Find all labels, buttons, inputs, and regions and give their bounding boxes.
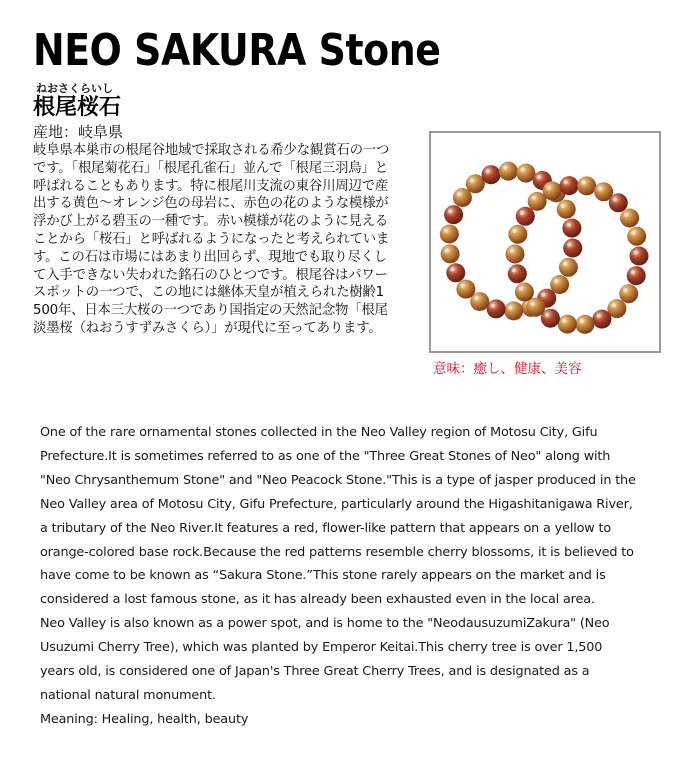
bead: [499, 162, 518, 181]
bead-highlight: [444, 229, 448, 233]
bead-highlight: [581, 180, 585, 184]
bead-highlight: [470, 178, 474, 182]
bracelet-photo-icon: [431, 133, 659, 351]
bead: [627, 227, 646, 246]
bead-highlight: [567, 223, 571, 227]
bead-highlight: [562, 319, 566, 323]
bead: [440, 225, 459, 244]
bead: [516, 207, 535, 226]
bead-highlight: [450, 267, 454, 271]
bead-highlight: [564, 180, 568, 184]
bead-highlight: [631, 270, 635, 274]
bead: [575, 315, 594, 334]
bead: [441, 244, 460, 263]
bead-highlight: [486, 169, 490, 173]
bead-highlight: [510, 249, 514, 253]
bead-highlight: [508, 306, 512, 310]
bead: [482, 165, 501, 184]
bead: [506, 245, 525, 264]
bead: [620, 209, 639, 228]
bead-highlight: [613, 197, 617, 201]
bead-highlight: [512, 268, 516, 272]
bead-highlight: [521, 168, 525, 172]
bead-highlight: [612, 303, 616, 307]
english-meaning: Meaning: Healing, health, beauty: [40, 711, 249, 727]
bead-highlight: [445, 249, 449, 253]
bead: [559, 258, 578, 277]
bead: [558, 315, 577, 334]
bead-highlight: [623, 288, 627, 292]
bead-highlight: [634, 251, 638, 255]
bead: [560, 176, 579, 195]
bead-highlight: [567, 243, 571, 247]
bead-highlight: [532, 196, 536, 200]
bead: [563, 239, 582, 258]
bead: [630, 247, 649, 266]
bead: [619, 284, 638, 303]
bead-highlight: [461, 284, 465, 288]
bead-highlight: [537, 175, 541, 179]
japanese-description: 岐阜県本巣市の根尾谷地域で採取される希少な観賞石の一つです。「根尾菊花石」「根尾孔雀石」並んで「根尾三羽烏」と呼ばれることもあります。特に根尾川支流の東谷川周辺で産出する黄色〜オレンジ色の母岩に、赤色の花のような模様が浮かび上がる碧玉の一種です。赤い模様が花のように見えることから「桜石」と呼ばれるようになったと考えられています。この石は市場にはあまり出回らず、現地でも取り尽くして入手できない失われた銘石のひとつです。根尾谷はパワースポットの一つで、この地には継体天皇が植えられた樹齢1500年、日本三大桜の一つであり国指定の天然記念物「根尾淡墨桜（ねおうすずみさくら）」が現代に至ってあります。: [33, 143, 390, 336]
bead: [557, 200, 576, 219]
bead-highlight: [474, 296, 478, 300]
bead: [577, 176, 596, 195]
bead: [508, 225, 527, 244]
bead: [526, 298, 545, 317]
bead-highlight: [530, 302, 534, 306]
product-photo: [429, 131, 661, 353]
bead: [446, 263, 465, 282]
name-reading: ねおさくらいし: [36, 82, 113, 95]
bead: [508, 264, 527, 283]
bead: [627, 266, 646, 285]
bead: [516, 164, 535, 183]
bead-highlight: [491, 304, 495, 308]
bead-highlight: [448, 209, 452, 213]
bead-highlight: [597, 314, 601, 318]
english-description: [40, 421, 640, 732]
bead-highlight: [554, 279, 558, 283]
bead-highlight: [624, 213, 628, 217]
stone-name-kanji: 根尾桜石: [33, 95, 122, 120]
bead-highlight: [519, 287, 523, 291]
bead-highlight: [631, 231, 635, 235]
bead-highlight: [512, 229, 516, 233]
bead: [444, 205, 463, 224]
bead-highlight: [545, 313, 549, 317]
bead: [487, 299, 506, 318]
bead-highlight: [541, 293, 545, 297]
bead: [562, 219, 581, 238]
bead: [609, 193, 628, 212]
origin-label: 産地：岐阜県: [33, 123, 124, 141]
bead-highlight: [457, 192, 461, 196]
bead-highlight: [503, 166, 507, 170]
bead-highlight: [561, 204, 565, 208]
english-paragraph: One of the rare ornamental stones collected in the Neo Valley region of Motosu City, Gifu Prefecture.It is sometimes referred to as one of the "Three Great Stones of Neo" along with "Neo Chrysanthemum Stone" and "Neo Peacock Stone."This is a type of jasper produced in the Neo Valley area of Motosu City, Gifu Prefecture, particularly around the Higashitanigawa River, a tributary of the Neo River.It features a red, flower-like pattern that appears on a yellow to orange-colored base rock.Because the red patterns resemble cherry blossoms, it is believed to have come to be known as “Sakura Stone.”This stone rarely appears on the market and is considered a lost famous stone, as it has already been exhausted even in the local area.: [40, 425, 636, 608]
bead-highlight: [598, 186, 602, 190]
meaning-japanese: 意味：癒し、健康、美容: [433, 361, 582, 377]
bead-highlight: [547, 186, 551, 190]
page-title: NEO SAKURA Stone: [33, 25, 441, 76]
bead-highlight: [520, 211, 524, 215]
bead-highlight: [580, 319, 584, 323]
bead: [515, 283, 534, 302]
bead: [592, 310, 611, 329]
bead: [543, 181, 562, 200]
bead: [456, 280, 475, 299]
english-paragraph: Neo Valley is also known as a power spot, and is home to the "NeodausuzumiZakura" (Neo Usuzumi Cherry Tree), which was planted by Emperor Keitai.This cherry tree is over 1,500 years old, is considered one of Japan's Three Great Cherry Trees, and is designated as a national natural monument.: [40, 616, 610, 703]
bead: [504, 301, 523, 320]
bead-highlight: [563, 262, 567, 266]
